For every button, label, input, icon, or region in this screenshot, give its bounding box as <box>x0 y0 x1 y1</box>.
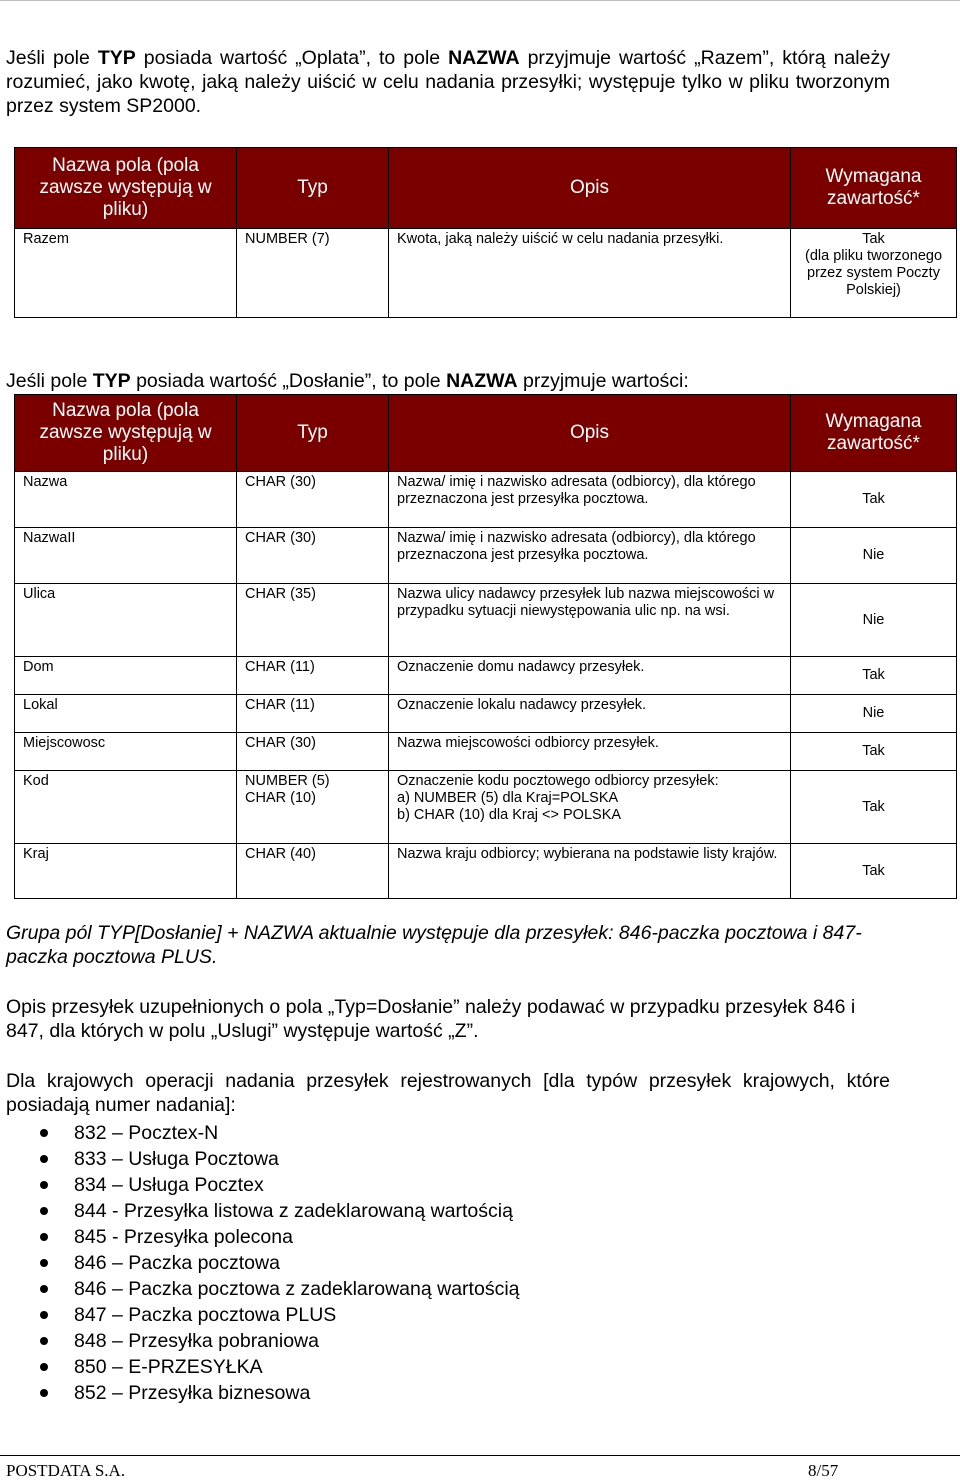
cell-type: CHAR (11) <box>237 695 389 733</box>
cell-description <box>389 771 791 844</box>
list-item <box>0 1224 520 1250</box>
cell-type: CHAR (11) <box>237 657 389 695</box>
intro2-text-2: posiada wartość „Dosłanie”, to pole <box>130 370 447 392</box>
table-doslanie <box>14 394 957 899</box>
header-required: Wymagana zawartość* <box>791 395 957 472</box>
bullet-icon <box>40 1259 48 1267</box>
intro1-text-3: przyjmuje wartość „Razem”, którą należy rozumieć, jako kwotę, jaką należy uiścić w celu nadania przesyłki; występuje tylko w pliku tworzonym przez system SP2000. <box>6 47 890 117</box>
cell-required: Tak <box>791 844 957 899</box>
cell-type: CHAR (30) <box>237 528 389 584</box>
cell-type: CHAR (30) <box>237 472 389 528</box>
cell-type-line-1: NUMBER (5) <box>245 773 330 789</box>
table-row <box>15 771 957 844</box>
intro2-bold-nazwa: NAZWA <box>446 370 518 392</box>
list-item <box>0 1328 520 1354</box>
cell-name: Nazwa <box>15 472 237 528</box>
list-item-text: 850 – E-PRZESYŁKA <box>74 1356 263 1378</box>
list-item <box>0 1120 520 1146</box>
header-description: Opis <box>389 395 791 472</box>
list-item <box>0 1172 520 1198</box>
list-item-text: 844 - Przesyłka listowa z zadeklarowaną wartością <box>74 1200 513 1222</box>
bullet-icon <box>40 1363 48 1371</box>
bullet-icon <box>40 1181 48 1189</box>
list-item <box>0 1146 520 1172</box>
table-row <box>15 584 957 657</box>
cell-description: Nazwa ulicy nadawcy przesyłek lub nazwa miejscowości w przypadku sytuacji niewystępowania ulic np. na wsi. <box>389 584 791 657</box>
list-item-text: 846 – Paczka pocztowa <box>74 1252 280 1274</box>
intro2-bold-typ: TYP <box>92 370 131 392</box>
top-rule <box>0 0 960 1</box>
table-header-row <box>15 395 957 472</box>
cell-required-note: (dla pliku tworzonego przez system Poczty Polskiej) <box>804 248 943 298</box>
list-item-text: 845 - Przesyłka polecona <box>74 1226 293 1248</box>
header-description: Opis <box>389 148 791 229</box>
note-italic-text: Grupa pól TYP[Dosłanie] + NAZWA aktualnie występuje dla przesyłek: 846-paczka pocztowa i 847-paczka pocztowa PLUS. <box>6 922 862 968</box>
list-item <box>0 1276 520 1302</box>
cell-type: CHAR (35) <box>237 584 389 657</box>
cell-description: Nazwa kraju odbiorcy; wybierana na podstawie listy krajów. <box>389 844 791 899</box>
cell-name: Lokal <box>15 695 237 733</box>
list-item-text: 834 – Usługa Pocztex <box>74 1174 264 1196</box>
list-item <box>0 1198 520 1224</box>
list-item <box>0 1354 520 1380</box>
note-domestic: Dla krajowych operacji nadania przesyłek rejestrowanych [dla typów przesyłek krajowych, które posiadają numer nadania]: <box>6 1070 890 1116</box>
cell-name: NazwaII <box>15 528 237 584</box>
list-item <box>0 1302 520 1328</box>
bullet-icon <box>40 1285 48 1293</box>
footer-page-number: 8/57 <box>808 1461 839 1480</box>
cell-description: Nazwa/ imię i nazwisko adresata (odbiorcy), dla którego przeznaczona jest przesyłka pocztowa. <box>389 528 791 584</box>
cell-description-line-2: a) NUMBER (5) dla Kraj=POLSKA <box>397 790 619 806</box>
note-opis: Opis przesyłek uzupełnionych o pola „Typ=Dosłanie” należy podawać w przypadku przesyłek 846 i 847, dla których w polu „Uslugi” występuje wartość „Z”. <box>6 996 856 1042</box>
cell-description: Oznaczenie lokalu nadawcy przesyłek. <box>389 695 791 733</box>
intro1-bold-nazwa: NAZWA <box>448 47 520 69</box>
table-row <box>15 733 957 771</box>
header-type: Typ <box>237 148 389 229</box>
table-row <box>15 229 957 318</box>
note-italic-group <box>6 921 890 969</box>
list-item-text: 847 – Paczka pocztowa PLUS <box>74 1304 337 1326</box>
cell-required: Nie <box>791 528 957 584</box>
cell-required: Tak <box>791 657 957 695</box>
list-item <box>0 1250 520 1276</box>
table-row <box>15 657 957 695</box>
cell-description-line-3: b) CHAR (10) dla Kraj <> POLSKA <box>397 807 622 823</box>
header-field-name: Nazwa pola (pola zawsze występują w pliku) <box>15 395 237 472</box>
bullet-icon <box>40 1337 48 1345</box>
bullet-icon <box>40 1389 48 1397</box>
intro2-text-3: przyjmuje wartości: <box>517 370 689 392</box>
bullet-icon <box>40 1311 48 1319</box>
table-row <box>15 695 957 733</box>
bullet-icon <box>40 1233 48 1241</box>
services-list <box>0 1120 520 1406</box>
cell-required: Tak <box>791 733 957 771</box>
cell-type-line-2: CHAR (10) <box>245 790 316 806</box>
intro-paragraph-oplata <box>6 46 890 118</box>
table-header-row <box>15 148 957 229</box>
cell-required: Nie <box>791 695 957 733</box>
cell-required: Nie <box>791 584 957 657</box>
cell-name: Razem <box>15 229 237 318</box>
bullet-icon <box>40 1129 48 1137</box>
table-row <box>15 844 957 899</box>
table-oplata <box>14 147 957 318</box>
cell-required <box>791 229 957 318</box>
intro1-bold-typ: TYP <box>97 47 136 69</box>
cell-type: NUMBER (7) <box>237 229 389 318</box>
cell-name: Dom <box>15 657 237 695</box>
intro1-text-2: posiada wartość „Oplata”, to pole <box>135 47 449 69</box>
footer-rule <box>0 1455 960 1456</box>
footer-company: POSTDATA S.A. <box>6 1461 126 1480</box>
intro-paragraph-doslanie <box>6 369 890 393</box>
cell-required: Tak <box>791 771 957 844</box>
cell-name: Kraj <box>15 844 237 899</box>
cell-type <box>237 771 389 844</box>
intro2-text-1: Jeśli pole <box>6 370 93 392</box>
cell-description-line-1: Oznaczenie kodu pocztowego odbiorcy przesyłek: <box>397 773 719 789</box>
cell-description: Nazwa miejscowości odbiorcy przesyłek. <box>389 733 791 771</box>
cell-required-value: Tak <box>862 231 885 247</box>
cell-description: Kwota, jaką należy uiścić w celu nadania przesyłki. <box>389 229 791 318</box>
header-required: Wymagana zawartość* <box>791 148 957 229</box>
list-item-text: 852 – Przesyłka biznesowa <box>74 1382 311 1404</box>
cell-name: Miejscowosc <box>15 733 237 771</box>
cell-name: Kod <box>15 771 237 844</box>
header-field-name: Nazwa pola (pola zawsze występują w pliku) <box>15 148 237 229</box>
cell-type: CHAR (30) <box>237 733 389 771</box>
list-item <box>0 1380 520 1406</box>
cell-name: Ulica <box>15 584 237 657</box>
table-row <box>15 472 957 528</box>
cell-description: Nazwa/ imię i nazwisko adresata (odbiorcy), dla którego przeznaczona jest przesyłka pocztowa. <box>389 472 791 528</box>
cell-description: Oznaczenie domu nadawcy przesyłek. <box>389 657 791 695</box>
table-row <box>15 528 957 584</box>
header-type: Typ <box>237 395 389 472</box>
intro1-text-1: Jeśli pole <box>6 47 98 69</box>
cell-type: CHAR (40) <box>237 844 389 899</box>
list-item-text: 846 – Paczka pocztowa z zadeklarowaną wartością <box>74 1278 520 1300</box>
bullet-icon <box>40 1207 48 1215</box>
list-item-text: 832 – Pocztex-N <box>74 1122 219 1144</box>
cell-required: Tak <box>791 472 957 528</box>
list-item-text: 833 – Usługa Pocztowa <box>74 1148 279 1170</box>
bullet-icon <box>40 1155 48 1163</box>
list-item-text: 848 – Przesyłka pobraniowa <box>74 1330 319 1352</box>
